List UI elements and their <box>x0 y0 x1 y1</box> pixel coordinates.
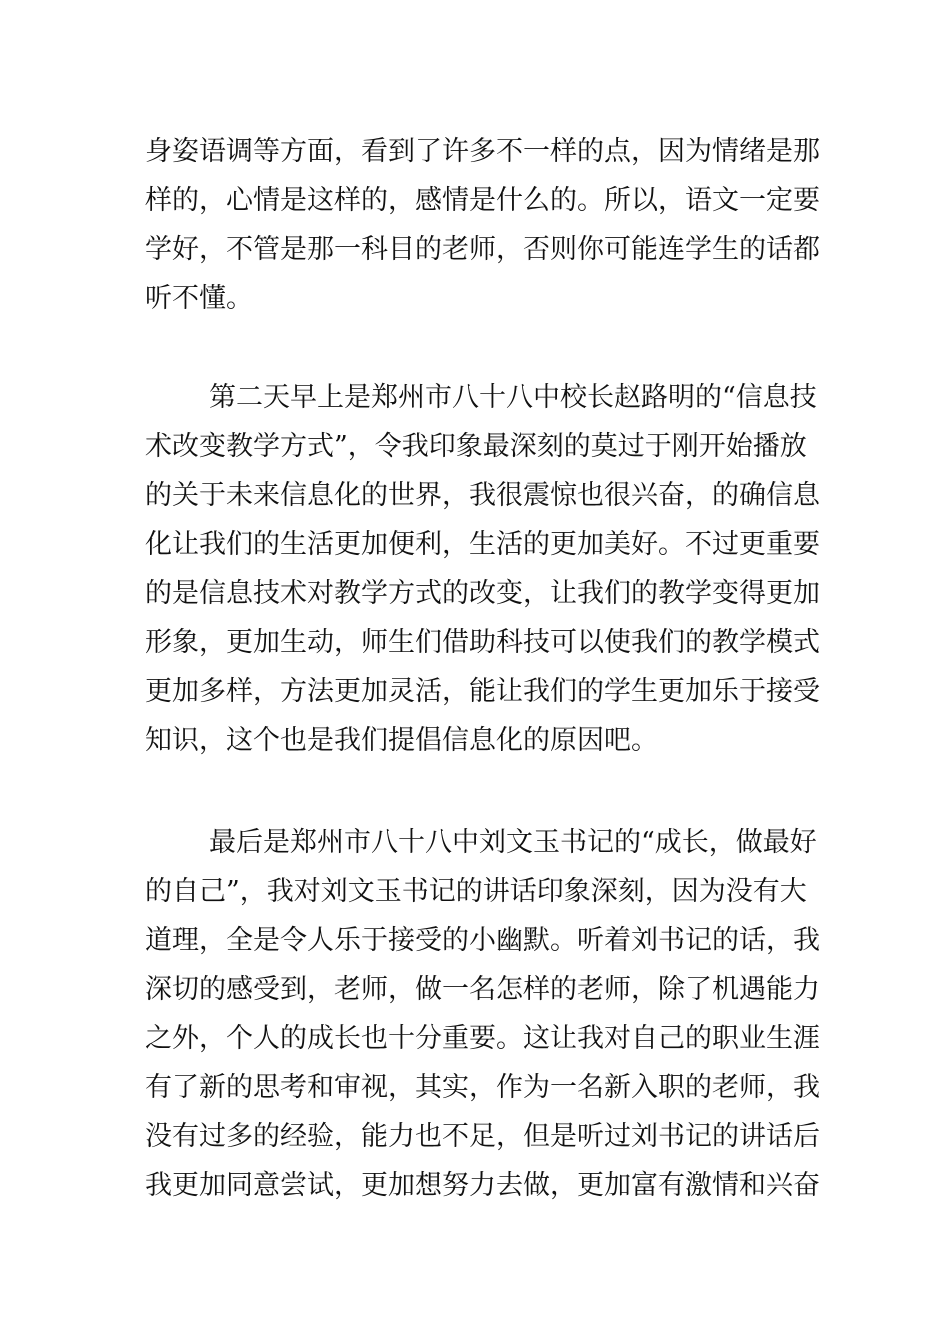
paragraph-line: 最后是郑州市八十八中刘文玉书记的“成长，做最好 <box>209 827 817 858</box>
paragraph-line: 学好，不管是那一科目的老师，否则你可能连学生的话都 <box>145 234 820 265</box>
paragraph-line: 的关于未来信息化的世界，我很震惊也很兴奋，的确信息 <box>145 480 820 511</box>
paragraph-3 <box>145 818 820 1210</box>
paragraph-line: 样的，心情是这样的，感情是什么的。所以，语文一定要 <box>145 185 820 216</box>
paragraph-line: 我更加同意尝试，更加想努力去做，更加富有激情和兴奋 <box>145 1170 820 1201</box>
paragraph-line: 听不懂。 <box>145 283 253 314</box>
paragraph-line: 的是信息技术对教学方式的改变，让我们的教学变得更加 <box>145 578 820 609</box>
paragraph-line: 有了新的思考和审视，其实，作为一名新入职的老师，我 <box>145 1072 820 1103</box>
paragraph-line: 没有过多的经验，能力也不足，但是听过刘书记的讲话后 <box>145 1121 820 1152</box>
paragraph-2 <box>145 373 820 765</box>
paragraph-line: 第二天早上是郑州市八十八中校长赵路明的“信息技 <box>209 382 817 413</box>
paragraph-line: 之外，个人的成长也十分重要。这让我对自己的职业生涯 <box>145 1023 820 1054</box>
paragraph-line: 深切的感受到，老师，做一名怎样的老师，除了机遇能力 <box>145 974 820 1005</box>
paragraph-line: 更加多样，方法更加灵活，能让我们的学生更加乐于接受 <box>145 676 820 707</box>
paragraph-line: 道理，全是令人乐于接受的小幽默。听着刘书记的话，我 <box>145 925 820 956</box>
paragraph-line: 身姿语调等方面，看到了许多不一样的点，因为情绪是那 <box>145 136 820 167</box>
paragraph-line: 形象，更加生动，师生们借助科技可以使我们的教学模式 <box>145 627 820 658</box>
paragraph-line: 术改变教学方式”，令我印象最深刻的莫过于刚开始播放 <box>145 431 807 462</box>
paragraph-line: 知识，这个也是我们提倡信息化的原因吧。 <box>145 725 658 756</box>
paragraph-1 <box>145 127 820 323</box>
paragraph-line: 化让我们的生活更加便利，生活的更加美好。不过更重要 <box>145 529 820 560</box>
paragraph-line: 的自己”，我对刘文玉书记的讲话印象深刻，因为没有大 <box>145 876 807 907</box>
